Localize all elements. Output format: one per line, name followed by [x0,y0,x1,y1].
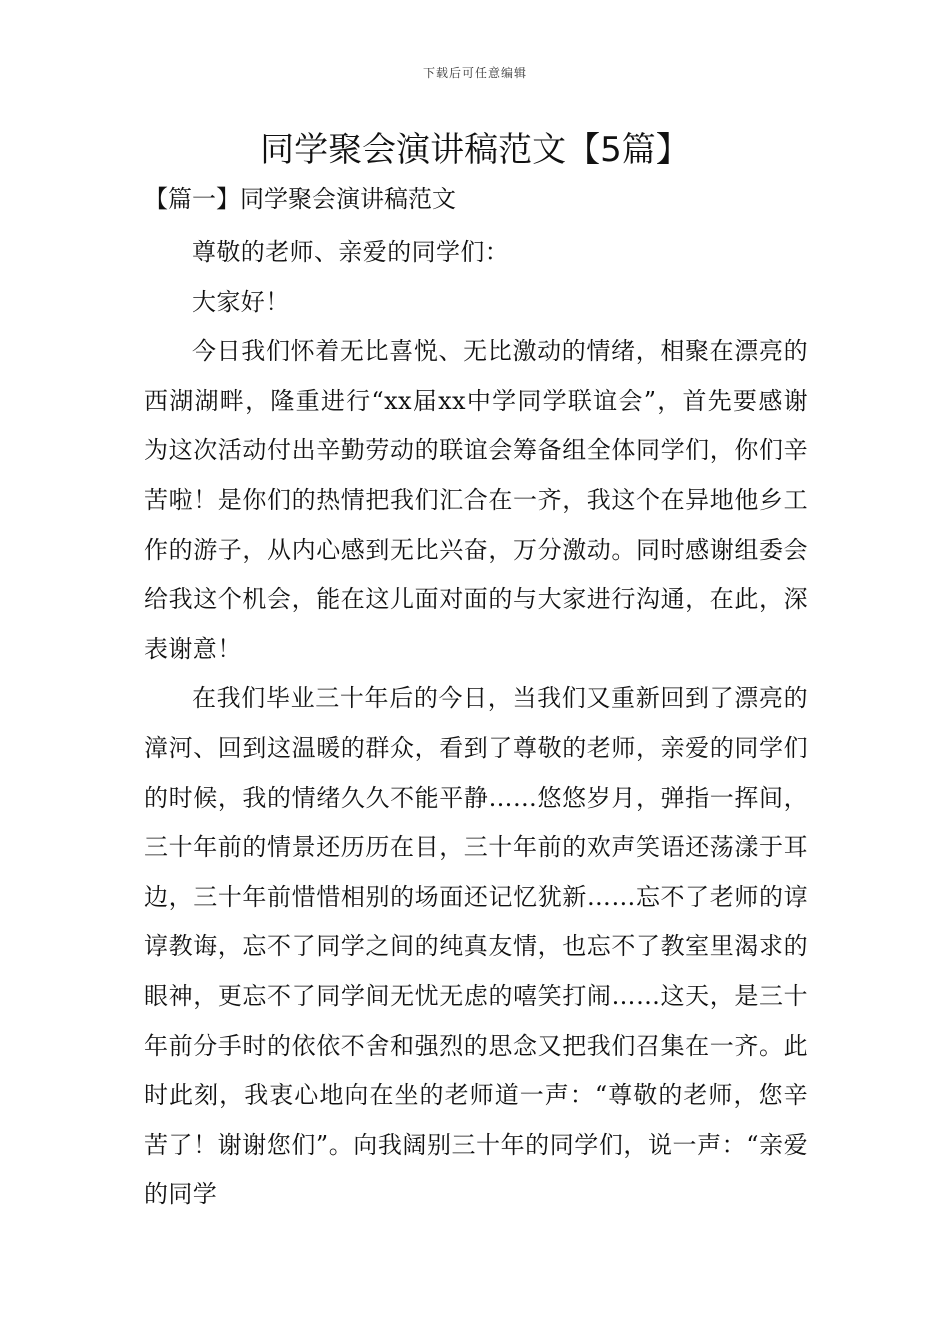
paragraph-salutation: 尊敬的老师、亲爱的同学们： [192,238,510,266]
section-heading: 【篇一】同学聚会演讲稿范文 [144,185,456,213]
paragraph-greeting: 大家好！ [192,287,290,316]
paragraph-opening: 今日我们怀着无比喜悦、无比激动的情绪，相聚在漂亮的西湖湖畔，隆重进行“xx届xx中学同学联谊会”，首先要感谢为这次活动付出辛勤劳动的联谊会筹备组全体同学们，你们辛苦啦！是你们的热情把我们汇合在一齐，我这个在异地他乡工作的游子，从内心感到无比兴奋，万分激动。同时感谢组委会给我这个机会，能在这儿面对面的与大家进行沟通，在此，深表谢意！ [144,337,808,663]
document-body [144,228,808,1220]
paragraph-memories: 在我们毕业三十年后的今日，当我们又重新回到了漂亮的漳河、回到这温暖的群众，看到了尊敬的老师，亲爱的同学们的时候，我的情绪久久不能平静……悠悠岁月，弹指一挥间，三十年前的情景还历历在目，三十年前的欢声笑语还荡漾于耳边，三十年前惜惜相别的场面还记忆犹新……忘不了老师的谆谆教诲，忘不了同学之间的纯真友情，也忘不了教室里渴求的眼神，更忘不了同学间无忧无虑的嘻笑打闹……这天，是三十年前分手时的依依不舍和强烈的思念又把我们召集在一齐。此时此刻，我衷心地向在坐的老师道一声：“尊敬的老师，您辛苦了！谢谢您们”。向我阔别三十年的同学们，说一声：“亲爱的同学 [144,684,808,1209]
page-header-note: 下载后可任意编辑 [422,66,527,80]
document-title: 同学聚会演讲稿范文【5篇】 [260,130,690,170]
